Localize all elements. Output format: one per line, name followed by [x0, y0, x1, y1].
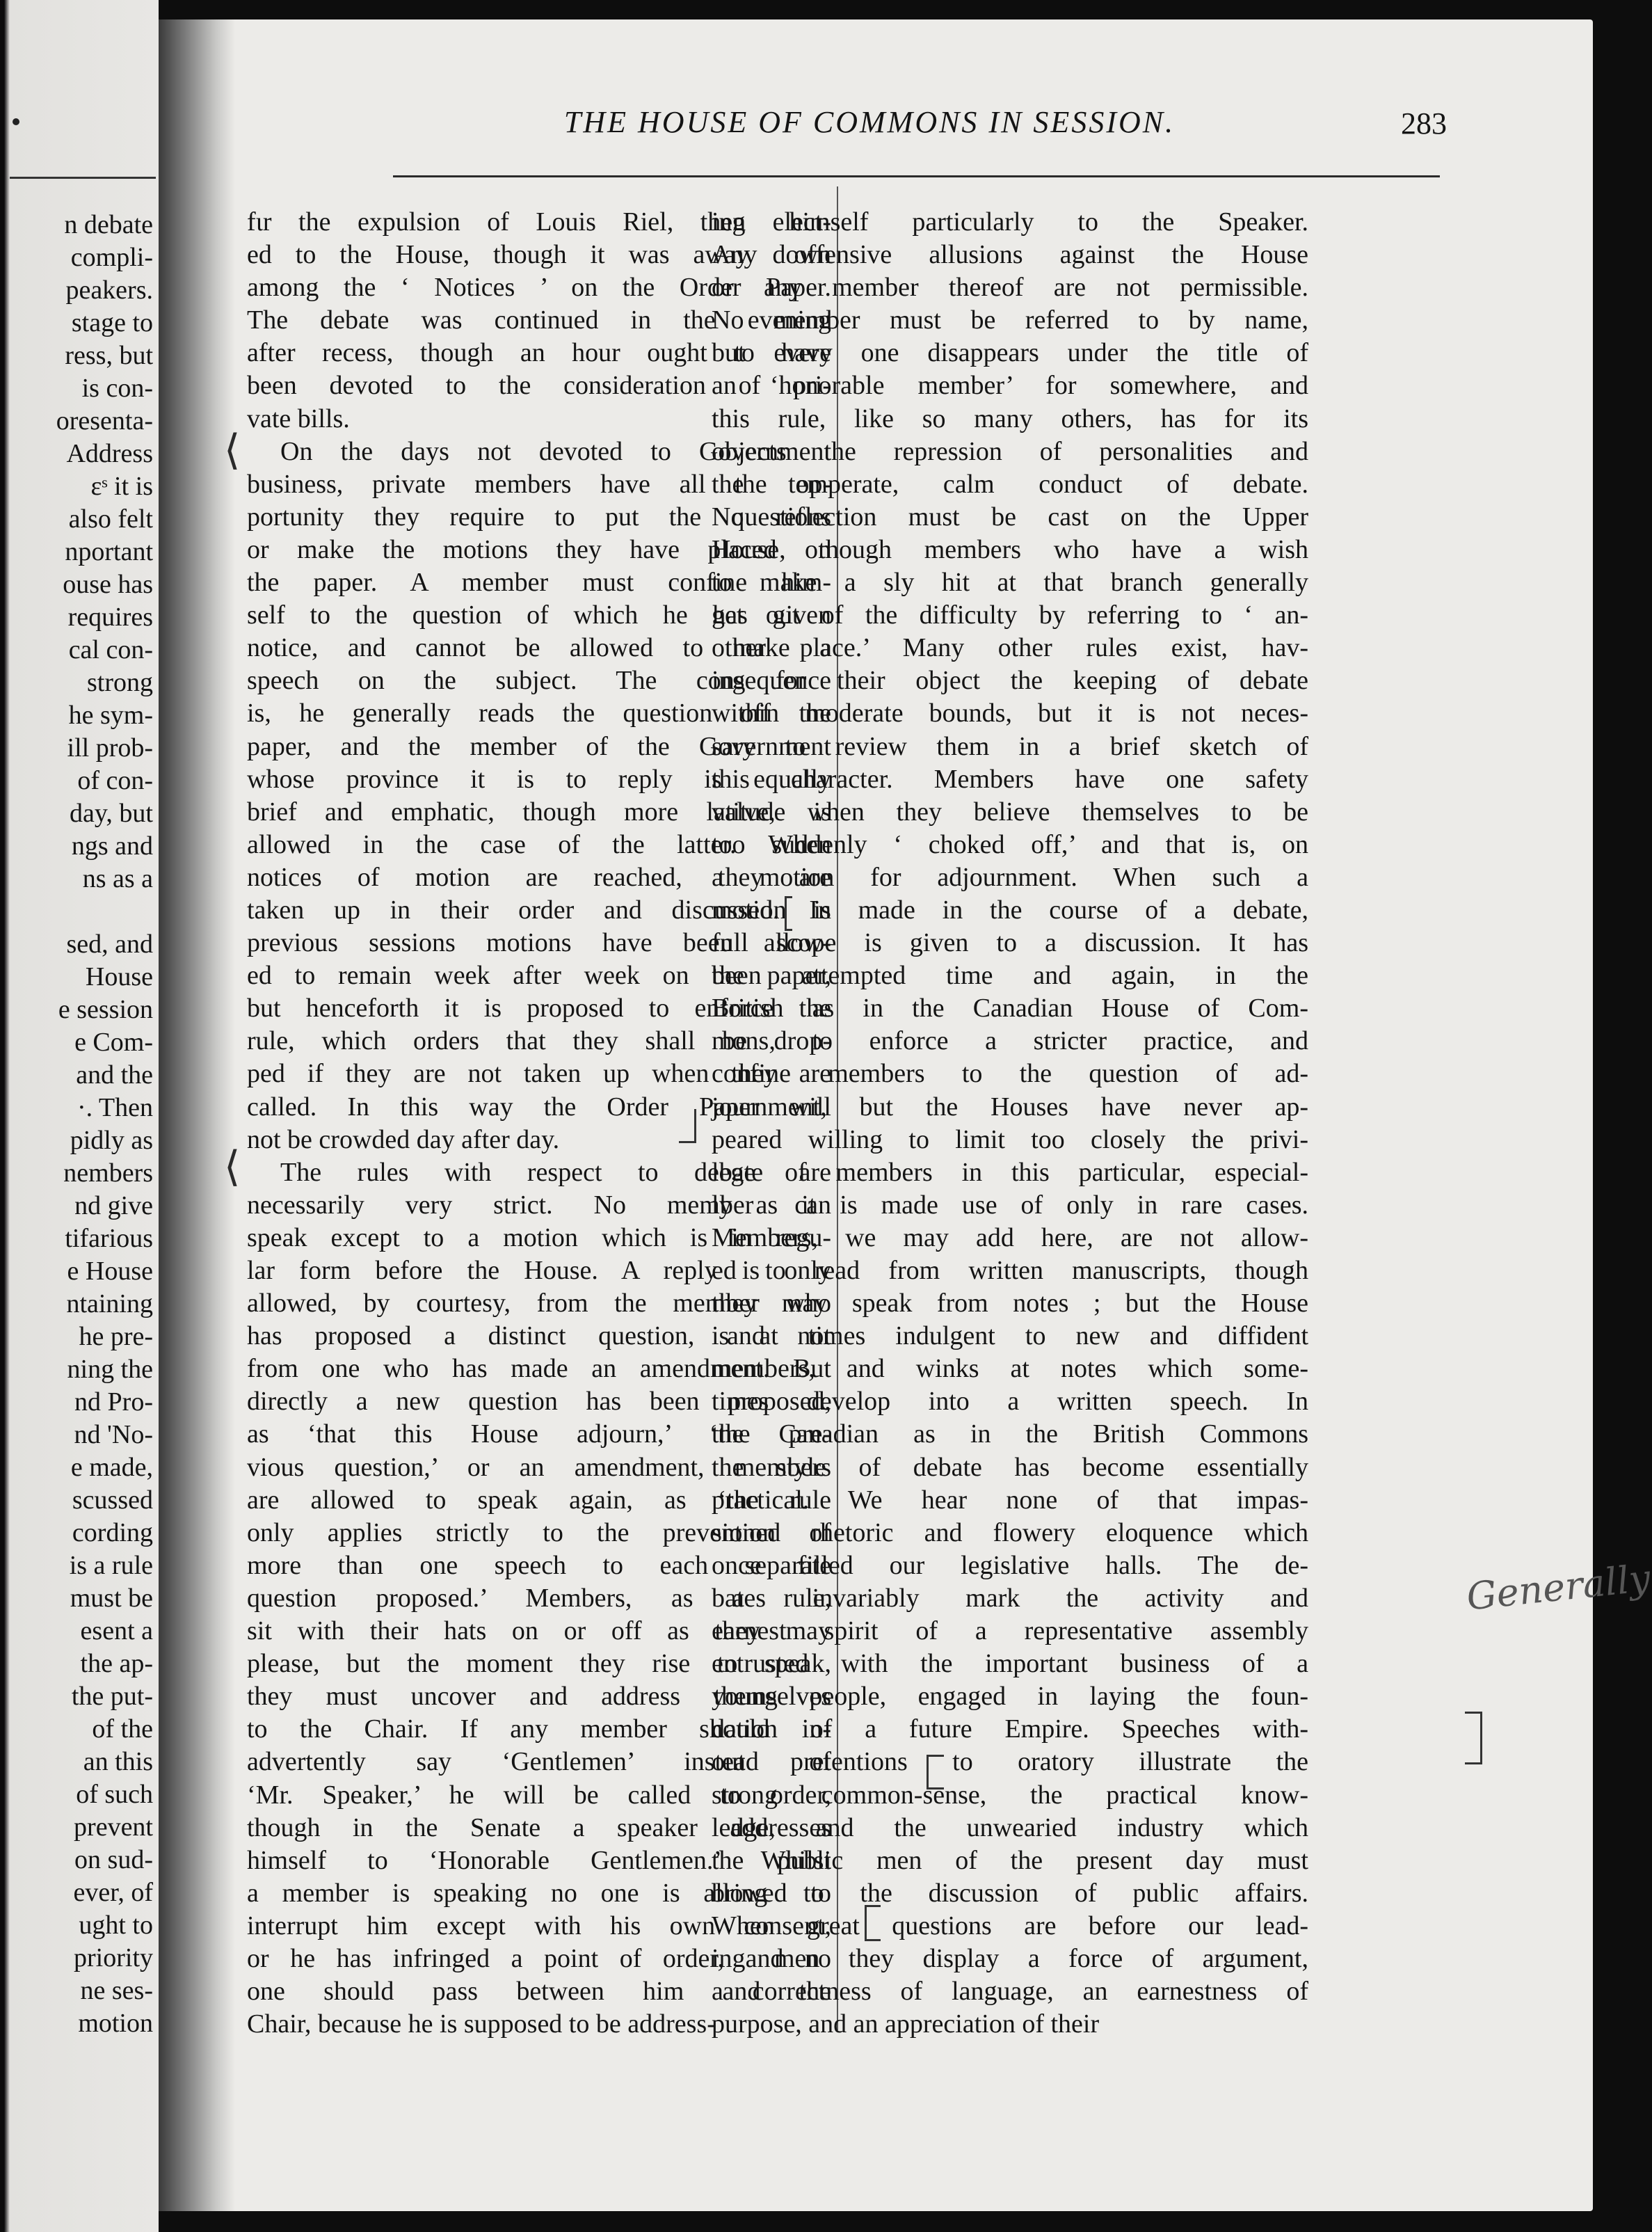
- text-line: lege of members in this particular, especial-: [712, 1157, 1308, 1187]
- text-line: they may speak from notes ; but the House: [712, 1289, 1308, 1318]
- text-line: is at times indulgent to new and diffident: [712, 1321, 1308, 1351]
- text-line: allowed in the case of the latter. When: [247, 829, 831, 859]
- fragment-line: he sym-: [68, 701, 153, 730]
- fragment-line: ntaining: [66, 1289, 153, 1318]
- fragment-line: pidly as: [70, 1126, 153, 1155]
- text-line: but henceforth it is proposed to enforce the: [247, 994, 831, 1023]
- fragment-line: cal con-: [68, 635, 153, 664]
- fragment-line: ress, but: [65, 341, 153, 370]
- text-line: ing for their object the keeping of debate: [712, 666, 1308, 696]
- fragment-line: nd Pro-: [74, 1387, 153, 1417]
- fragment-line: the ap-: [80, 1649, 153, 1678]
- margin-check-mark: ⟨: [224, 426, 241, 475]
- close-bracket-mark: [679, 1109, 696, 1143]
- fragment-line: e House: [67, 1257, 153, 1286]
- fragment-line: peakers.: [65, 276, 153, 305]
- text-line: The debate was continued in the evening: [247, 305, 831, 335]
- text-line: sioned rhetoric and flowery eloquence which: [712, 1517, 1308, 1547]
- text-line: ly as it is made use of only in rare cases.: [712, 1190, 1308, 1220]
- fragment-line: e session: [58, 995, 153, 1024]
- text-line: ped if they are not taken up when they are: [247, 1059, 831, 1089]
- fragment-line: day, but: [70, 799, 153, 828]
- text-line: vate bills.: [247, 404, 350, 433]
- text-line: a correctness of language, an earnestness of: [712, 1977, 1308, 2007]
- fragment-line: esent a: [80, 1616, 153, 1645]
- text-line: peared willing to limit too closely the privi-: [712, 1124, 1308, 1154]
- fragment-line: ever, of: [73, 1878, 153, 1907]
- fragment-line: stage to: [71, 308, 153, 337]
- fragment-line: Address: [66, 439, 153, 468]
- text-line: or make the motions they have placed on: [247, 534, 831, 564]
- fragment-line: of con-: [77, 766, 153, 795]
- text-line: practical. We hear none of that impas-: [712, 1485, 1308, 1515]
- header-rule: [393, 175, 1440, 177]
- text-line: Members, we may add here, are not allow-: [712, 1222, 1308, 1252]
- text-line: more than one speech to each separate: [247, 1550, 831, 1580]
- text-line: objects the repression of personalities and: [712, 436, 1308, 466]
- fragment-line: ouse has: [63, 570, 153, 599]
- fragment-line: and the: [76, 1060, 153, 1090]
- text-line: allowed, by courtesy, from the member who: [247, 1289, 831, 1318]
- text-line: necessarily very strict. No member can: [247, 1190, 831, 1220]
- text-line: a motion for adjournment. When such a: [712, 862, 1308, 892]
- previous-page-edge: [0, 0, 159, 2232]
- fragment-line: ns as a: [82, 864, 153, 893]
- text-line: portunity they require to put the questions: [247, 502, 831, 532]
- text-line: Chair, because he is supposed to be address-: [247, 2009, 716, 2039]
- fragment-line: of the: [92, 1714, 153, 1744]
- page-number: 283: [1401, 106, 1447, 141]
- text-line: too suddenly ‘ choked off,’ and that is, on: [712, 829, 1308, 859]
- text-line: British as in the Canadian House of Com-: [712, 994, 1308, 1023]
- text-line: ing himself particularly to the Speaker.: [712, 207, 1308, 237]
- text-line: or any member thereof are not permissible.: [712, 273, 1308, 303]
- text-line: are allowed to speak again, as ‘the rule: [247, 1485, 831, 1515]
- fragment-line: ·. Then: [77, 1093, 153, 1122]
- text-line: himself to ‘Honorable Gentlemen.’ Whilst: [247, 1845, 831, 1875]
- text-line: strong common-sense, the practical know-: [712, 1780, 1308, 1810]
- text-line: dation of a future Empire. Speeches with-: [712, 1714, 1308, 1744]
- text-line: get out of the difficulty by referring to ‘ an-: [712, 600, 1308, 630]
- text-line: or he has infringed a point of order, and no: [247, 1943, 831, 1973]
- text-line: ‘Mr. Speaker,’ he will be called to order,: [247, 1780, 831, 1810]
- fragment-line: ught to: [79, 1911, 153, 1940]
- fragment-line: motion: [78, 2009, 153, 2038]
- text-line: though in the Senate a speaker addresses: [247, 1812, 831, 1842]
- text-line: times develop into a written speech. In: [712, 1387, 1308, 1417]
- text-line: this character. Members have one safety: [712, 764, 1308, 794]
- fragment-line: nd give: [74, 1191, 153, 1220]
- text-line: a member is speaking no one is allowed to: [247, 1878, 831, 1908]
- text-line: entrusted with the important business of a: [712, 1649, 1308, 1679]
- open-bracket-mark: [927, 1755, 944, 1789]
- text-line: not be crowded day after day.: [247, 1124, 560, 1154]
- fragment-line: nd 'No-: [74, 1420, 153, 1449]
- text-line: fɩr the expulsion of Louis Riel, then elect-: [247, 207, 831, 237]
- fragment-line: e made,: [70, 1453, 153, 1482]
- open-bracket-mark: [865, 1905, 881, 1941]
- text-line: bring to the discussion of public affairs.: [712, 1878, 1308, 1908]
- text-line: to make a sly hit at that branch generally: [712, 568, 1308, 598]
- fragment-line: ill prob-: [67, 733, 153, 763]
- text-line: is, he generally reads the question off the: [247, 699, 831, 728]
- text-line: has proposed a distinct question, and not: [247, 1321, 831, 1351]
- text-line: Any offensive allusions against the House: [712, 240, 1308, 270]
- text-line: bates invariably mark the activity and: [712, 1583, 1308, 1613]
- text-line: ed to read from written manuscripts, though: [712, 1256, 1308, 1285]
- text-line: On the days not devoted to Government: [280, 436, 831, 466]
- text-line: rule, which orders that they shall be drop-: [247, 1026, 831, 1056]
- text-line: after recess, though an hour ought to have: [247, 338, 831, 368]
- text-line: from one who has made an amendment. But: [247, 1354, 831, 1384]
- fragment-line: ngs and: [71, 831, 153, 861]
- text-line: brief and emphatic, though more latitude is: [247, 797, 831, 827]
- text-line: within moderate bounds, but it is not neces-: [712, 699, 1308, 728]
- text-line: to the Chair. If any member should in-: [247, 1714, 831, 1744]
- text-line: ed to remain week after week on the paper,: [247, 961, 831, 991]
- text-line: young people, engaged in laying the foun-: [712, 1682, 1308, 1712]
- right-column-text: [712, 206, 1308, 2041]
- text-line: once filled our legislative halls. The de-: [712, 1550, 1308, 1580]
- text-line: members, and winks at notes which some-: [712, 1354, 1308, 1384]
- text-line: the paper. A member must confine him-: [247, 568, 831, 598]
- text-line: they must uncover and address themselves: [247, 1682, 831, 1712]
- text-line: sary to review them in a brief sketch of: [712, 731, 1308, 761]
- fragment-line: he pre-: [79, 1322, 153, 1351]
- fragment-line: priority: [74, 1943, 153, 1972]
- text-line: ing men they display a force of argument,: [712, 1943, 1308, 1973]
- text-line: called. In this way the Order Paper will: [247, 1092, 831, 1122]
- text-line: ledge, and the unwearied industry which: [712, 1812, 1308, 1842]
- text-line: mons, to enforce a stricter practice, and: [712, 1026, 1308, 1056]
- text-line: please, but the moment they rise to speak,: [247, 1649, 831, 1679]
- previous-page-rule: [10, 177, 156, 179]
- ink-dot: [13, 118, 19, 125]
- fragment-line: ne ses-: [80, 1976, 153, 2005]
- margin-check-mark: ⟨: [224, 1142, 241, 1191]
- fragment-line: oresenta-: [56, 406, 153, 436]
- text-line: interrupt him except with his own consent,: [247, 1911, 831, 1940]
- text-line: No reflection must be cast on the Upper: [712, 502, 1308, 532]
- text-line: journment, but the Houses have never ap-: [712, 1092, 1308, 1122]
- text-line: the public men of the present day must: [712, 1845, 1308, 1875]
- page-header: [320, 104, 1447, 146]
- text-line: When great questions are before our lead-: [712, 1911, 1308, 1940]
- fragment-line: ning the: [67, 1355, 153, 1384]
- text-line: directly a new question has been proposed,: [247, 1387, 831, 1417]
- fragment-line: strong: [87, 668, 153, 697]
- fragment-line: sed, and: [66, 930, 153, 959]
- fragment-line: n debate: [64, 210, 153, 239]
- text-line: previous sessions motions have been allow-: [247, 928, 831, 958]
- text-line: full scope is given to a discussion. It has: [712, 928, 1308, 958]
- text-line: vious question,’ or an amendment, members: [247, 1452, 831, 1482]
- text-line: an ‘honorable member’ for somewhere, and: [712, 371, 1308, 401]
- text-line: sit with their hats on or off as they may: [247, 1616, 831, 1646]
- text-line: been devoted to the consideration of pri-: [247, 371, 831, 401]
- text-line: notices of motion are reached, they are: [247, 862, 831, 892]
- text-line: question proposed.’ Members, as a rule,: [247, 1583, 831, 1613]
- fragment-line: scussed: [72, 1485, 153, 1515]
- text-line: whose province it is to reply is equally: [247, 764, 831, 794]
- text-line: out pretentions to oratory illustrate the: [712, 1747, 1308, 1777]
- text-line: been attempted time and again, in the: [712, 961, 1308, 991]
- text-line: this rule, like so many others, has for its: [712, 404, 1308, 433]
- fragment-line: the put-: [71, 1682, 153, 1711]
- gutter-shadow: [159, 19, 235, 2211]
- text-line: other place.’ Many other rules exist, hav-: [712, 633, 1308, 663]
- text-line: speak except to a motion which is in regu-: [247, 1222, 831, 1252]
- pencil-margin-note: Generally: [1464, 1556, 1652, 1619]
- fragment-line: is con-: [81, 374, 153, 403]
- fragment-line: nembers: [63, 1158, 153, 1188]
- text-line: the temperate, calm conduct of debate.: [712, 469, 1308, 499]
- text-line: purpose, and an appreciation of their: [712, 2009, 1100, 2039]
- fragment-line: [3, 895, 153, 928]
- text-line: lar form before the House. A reply is only: [247, 1256, 831, 1285]
- fragment-line: must be: [70, 1584, 153, 1613]
- fragment-line: compli-: [70, 243, 153, 272]
- text-line: self to the question of which he has given: [247, 600, 831, 630]
- fragment-line: prevent: [74, 1812, 153, 1842]
- text-line: the style of debate has become essentially: [712, 1452, 1308, 1482]
- text-line: motion is made in the course of a debate,: [712, 895, 1308, 925]
- fragment-line: is a rule: [69, 1551, 153, 1580]
- text-line: earnest spirit of a representative assembly: [712, 1616, 1308, 1646]
- fragment-line: nportant: [65, 537, 153, 566]
- fragment-line: cording: [72, 1518, 153, 1547]
- text-line: paper, and the member of the Government: [247, 731, 831, 761]
- fragment-line: an this: [83, 1747, 153, 1776]
- text-line: the Canadian as in the British Commons: [712, 1419, 1308, 1449]
- text-line: notice, and cannot be allowed to make a: [247, 633, 831, 663]
- fragment-line: House: [85, 962, 153, 991]
- text-line: but every one disappears under the title of: [712, 338, 1308, 368]
- text-line: among the ‘ Notices ’ on the Order Paper.: [247, 273, 831, 303]
- fragment-line: e Com-: [74, 1028, 153, 1057]
- fragment-line: tifarious: [65, 1224, 153, 1253]
- text-line: as ‘that this House adjourn,’ ‘the pre-: [247, 1419, 831, 1449]
- text-line: business, private members have all the op-: [247, 469, 831, 499]
- text-line: taken up in their order and discussed. In: [247, 895, 831, 925]
- fragment-line: of such: [76, 1780, 153, 1809]
- running-title: THE HOUSE OF COMMONS IN SESSION.: [563, 105, 1176, 139]
- text-line: valve, when they believe themselves to be: [712, 797, 1308, 827]
- text-line: only applies strictly to the prevention of: [247, 1517, 831, 1547]
- text-line: No member must be referred to by name,: [712, 305, 1308, 335]
- fragment-line: also felt: [68, 504, 153, 534]
- text-line: advertently say ‘Gentlemen’ instead of: [247, 1747, 831, 1777]
- previous-page-text-fragments: [3, 209, 153, 2040]
- text-line: The rules with respect to debate are: [280, 1157, 831, 1187]
- text-line: speech on the subject. The consequence: [247, 666, 831, 696]
- text-line: one should pass between him and the: [247, 1977, 831, 2007]
- fragment-line: ɛˢ it is: [90, 472, 153, 501]
- text-line: confine members to the question of ad-: [712, 1059, 1308, 1089]
- text-line: ed to the House, though it was away down: [247, 240, 831, 270]
- text-line: House, though members who have a wish: [712, 534, 1308, 564]
- open-bracket-mark: [785, 896, 792, 931]
- fragment-line: requires: [67, 603, 153, 632]
- fragment-line: on sud-: [74, 1845, 153, 1874]
- close-bracket-mark: [1465, 1712, 1482, 1764]
